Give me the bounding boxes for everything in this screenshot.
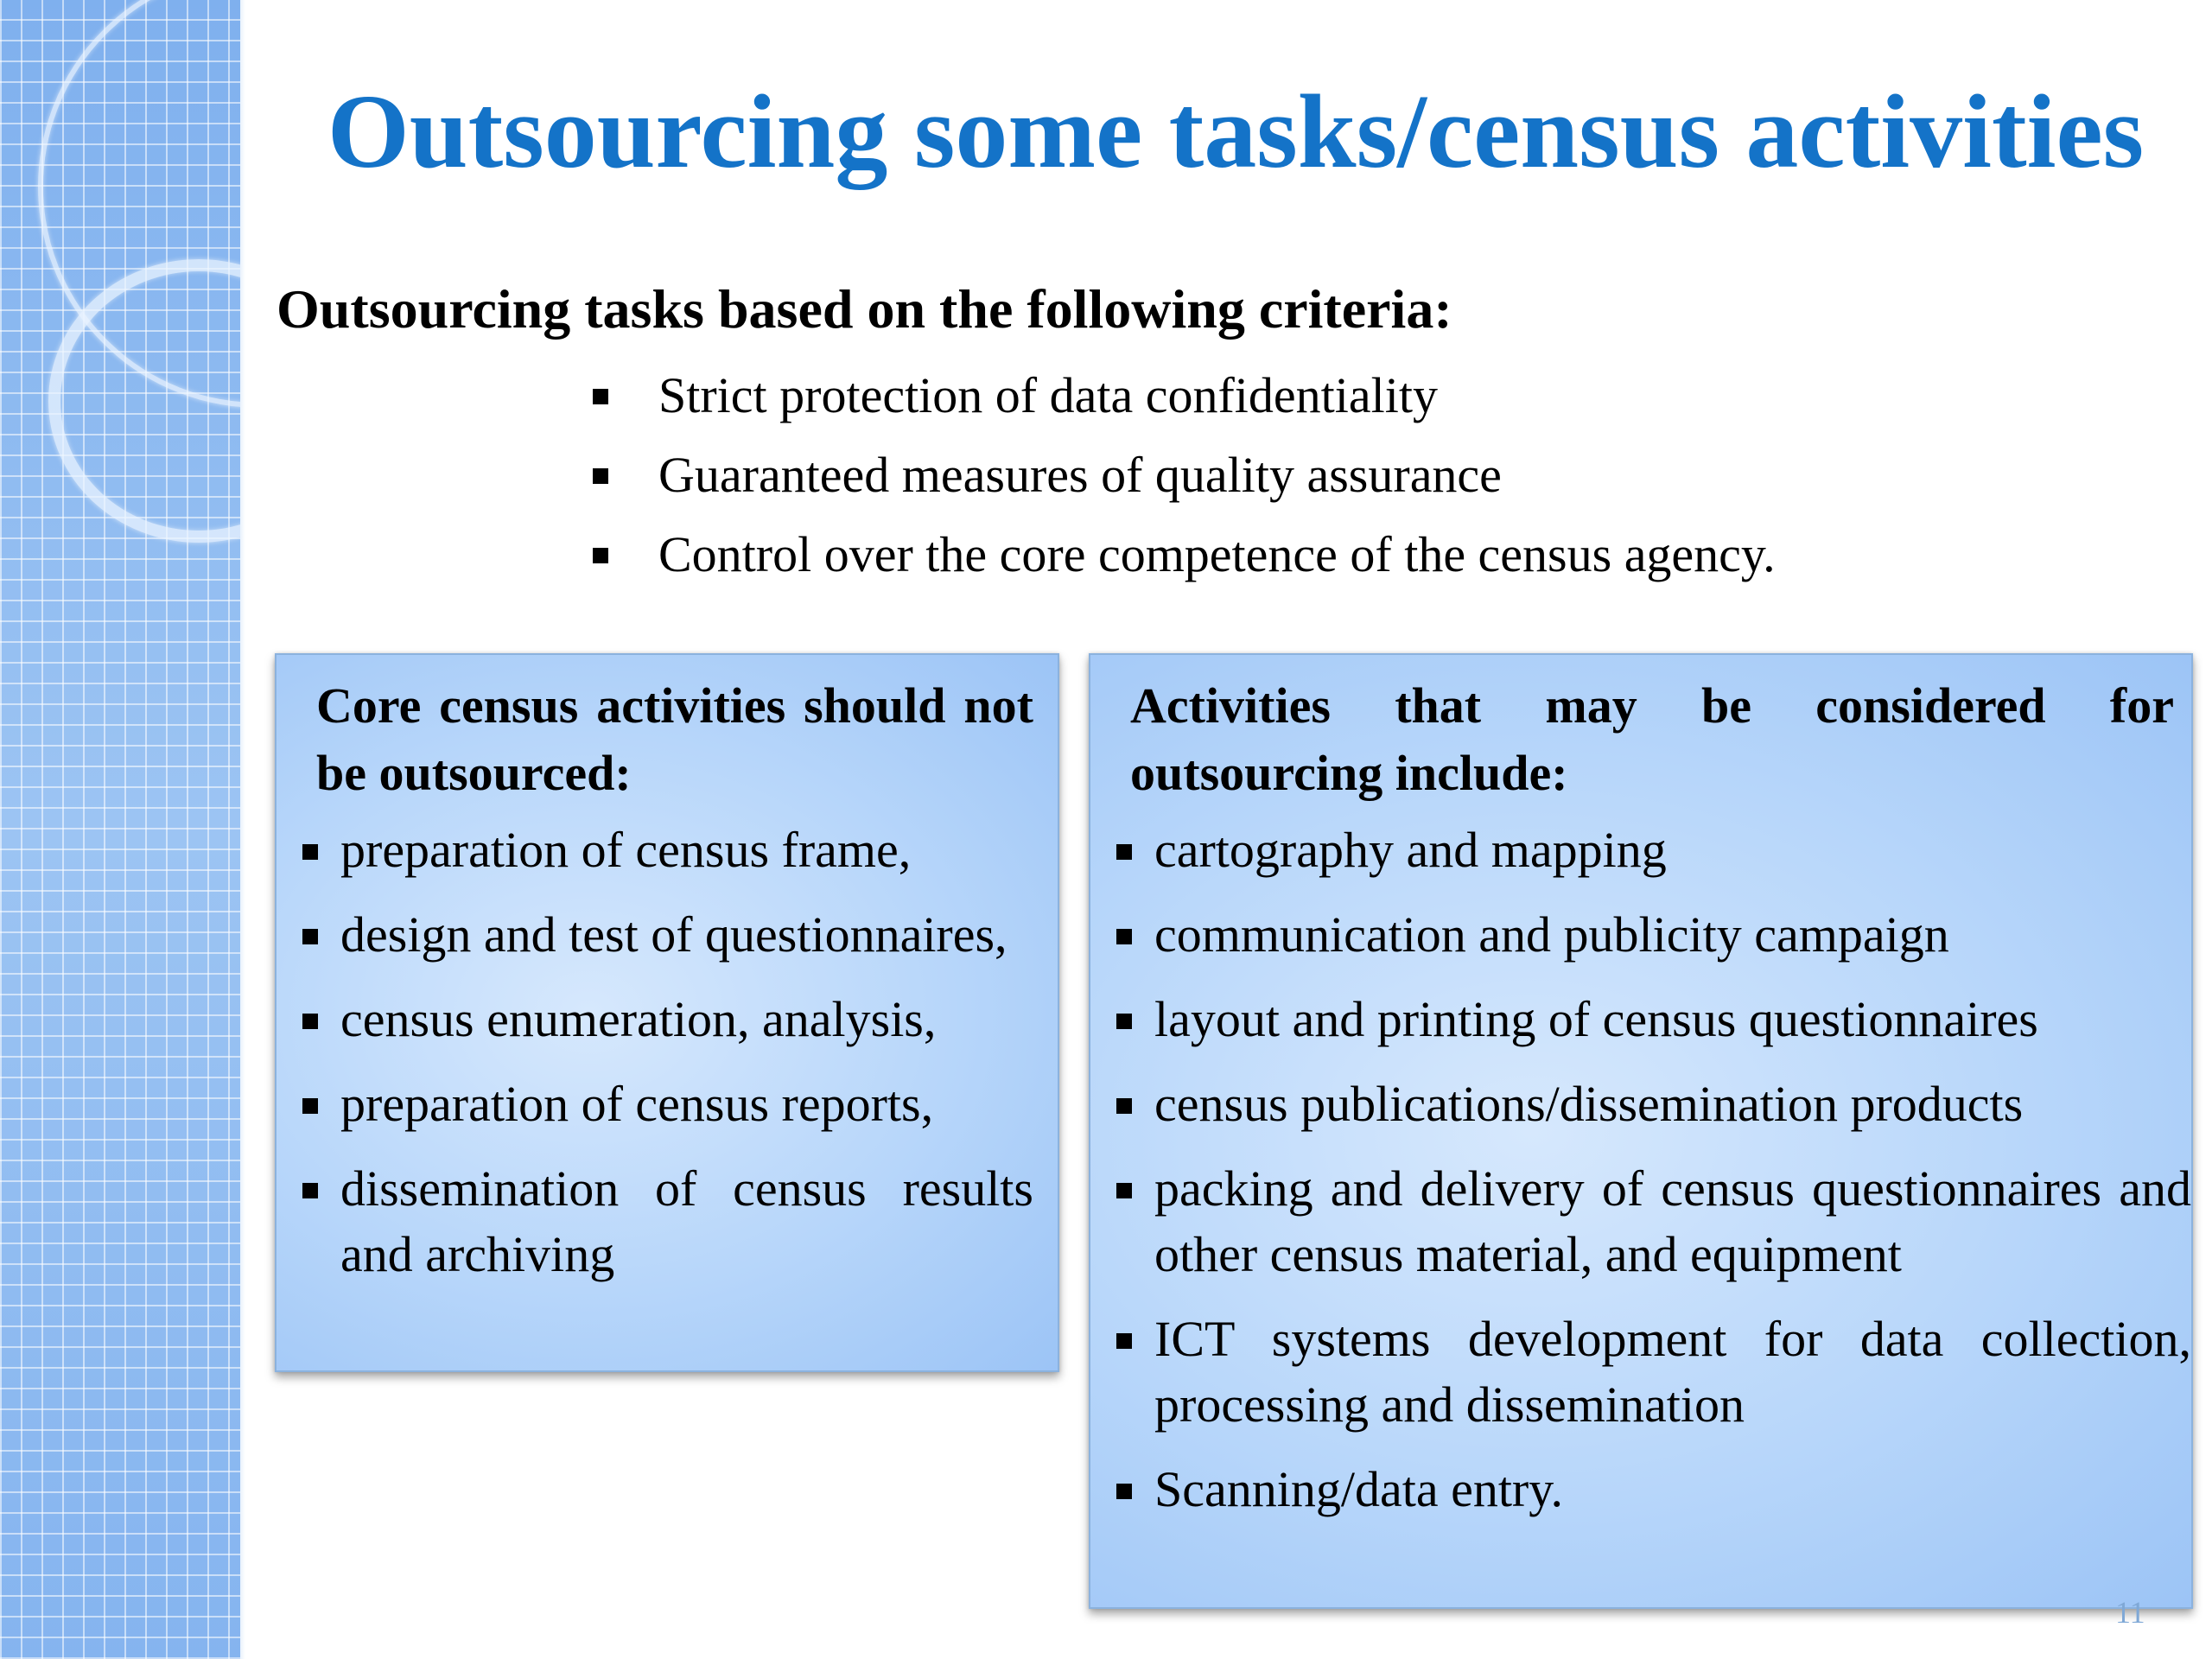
slide-title: Outsourcing some tasks/census activities (327, 73, 2145, 190)
square-bullet-icon (302, 929, 318, 944)
criteria-item-text: Guaranteed measures of quality assurance (658, 447, 1502, 503)
square-bullet-icon (593, 389, 608, 404)
square-bullet-icon (593, 548, 608, 563)
list-item-text: census enumeration, analysis, (340, 991, 937, 1047)
list-item-text: ICT systems development for data collection, processing and dissemination (1154, 1311, 2191, 1433)
square-bullet-icon (1116, 1333, 1132, 1349)
list-item (1090, 1156, 2191, 1287)
list-item-text: cartography and mapping (1154, 822, 1667, 878)
list-item (276, 902, 1033, 968)
list-item (276, 1156, 1033, 1287)
square-bullet-icon (1116, 1014, 1132, 1029)
list-item (276, 1071, 1033, 1137)
core-activities-list (276, 817, 1033, 1287)
criteria-item-text: Strict protection of data confidentiality (658, 367, 1438, 423)
list-item-text: communication and publicity campaign (1154, 906, 1949, 963)
side-band-edge (240, 0, 245, 1659)
criteria-item (593, 356, 1776, 435)
list-item (276, 987, 1033, 1052)
criteria-item (593, 435, 1776, 515)
square-bullet-icon (593, 468, 608, 484)
criteria-item-text: Control over the core competence of the census agency. (658, 526, 1776, 582)
list-item (1090, 1457, 2191, 1522)
list-item (276, 817, 1033, 883)
list-item (1090, 817, 2191, 883)
list-item (1090, 1306, 2191, 1438)
page-number: 11 (2115, 1595, 2145, 1630)
list-item-text: layout and printing of census questionnaires (1154, 991, 2038, 1047)
square-bullet-icon (302, 844, 318, 860)
list-item-text: Scanning/data entry. (1154, 1461, 1563, 1517)
core-activities-heading: Core census activities should not be outsourced: (316, 677, 1033, 801)
list-item (1090, 902, 2191, 968)
criteria-list (593, 356, 1776, 594)
square-bullet-icon (302, 1014, 318, 1029)
square-bullet-icon (302, 1183, 318, 1198)
list-item-text: design and test of questionnaires, (340, 906, 1007, 963)
criteria-heading: Outsourcing tasks based on the following criteria: (276, 278, 1452, 340)
criteria-item (593, 515, 1776, 594)
square-bullet-icon (1116, 1183, 1132, 1198)
list-item-text: dissemination of census results and archiving (340, 1160, 1033, 1282)
outsourcing-activities-box (1089, 653, 2193, 1609)
list-item-text: census publications/dissemination products (1154, 1076, 2024, 1132)
core-activities-box (275, 653, 1059, 1372)
list-item-text: preparation of census frame, (340, 822, 912, 878)
square-bullet-icon (1116, 1098, 1132, 1114)
decorative-side-band (0, 0, 244, 1659)
list-item (1090, 987, 2191, 1052)
square-bullet-icon (302, 1098, 318, 1114)
list-item-text: packing and delivery of census questionnaires and other census material, and equipment (1154, 1160, 2191, 1282)
square-bullet-icon (1116, 929, 1132, 944)
square-bullet-icon (1116, 844, 1132, 860)
list-item-text: preparation of census reports, (340, 1076, 934, 1132)
list-item (1090, 1071, 2191, 1137)
square-bullet-icon (1116, 1484, 1132, 1499)
outsourcing-activities-heading: Activities that may be considered for outsourcing include: (1130, 677, 2174, 801)
outsourcing-activities-list (1090, 817, 2191, 1522)
